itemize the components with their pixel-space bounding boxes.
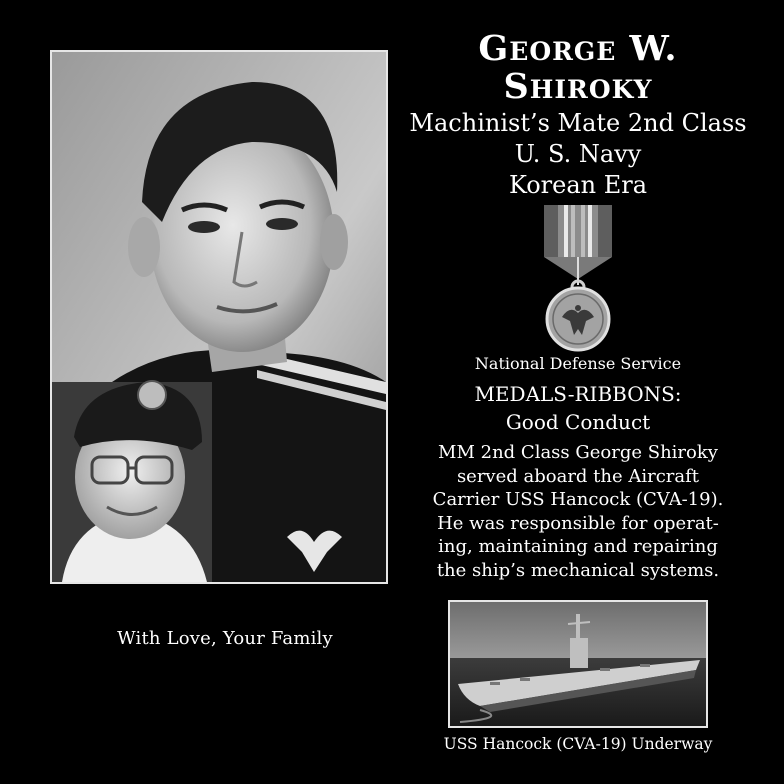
portrait-photo: [50, 50, 388, 584]
bio-line: the ship’s mechanical systems.: [436, 559, 720, 581]
aircraft-carrier-photo: [448, 600, 708, 728]
bio-line: He was responsible for operat-: [437, 512, 719, 534]
national-defense-medal-icon: [540, 205, 616, 353]
veteran-name: George W. Shiroky: [478, 28, 678, 107]
service-era: Korean Era: [508, 171, 648, 199]
ship-photo-caption: USS Hancock (CVA-19) Underway: [443, 735, 713, 753]
bio-line: Carrier USS Hancock (CVA-19).: [432, 489, 724, 510]
bio-line: MM 2nd Class George Shiroky: [438, 442, 718, 463]
service-header: [400, 30, 756, 201]
family-dedication: With Love, Your Family: [117, 628, 333, 649]
medal-caption: National Defense Service: [474, 354, 682, 373]
bio-line: served aboard the Aircraft: [456, 465, 700, 487]
bio-line: ing, maintaining and repairing: [438, 536, 718, 557]
service-biography: [420, 441, 736, 582]
veteran-rank: Machinist’s Mate 2nd Class: [409, 109, 747, 137]
medals-section-title: MEDALS-RIBBONS:: [474, 382, 682, 406]
medal-item: Good Conduct: [505, 410, 651, 434]
service-branch: U. S. Navy: [514, 140, 642, 168]
